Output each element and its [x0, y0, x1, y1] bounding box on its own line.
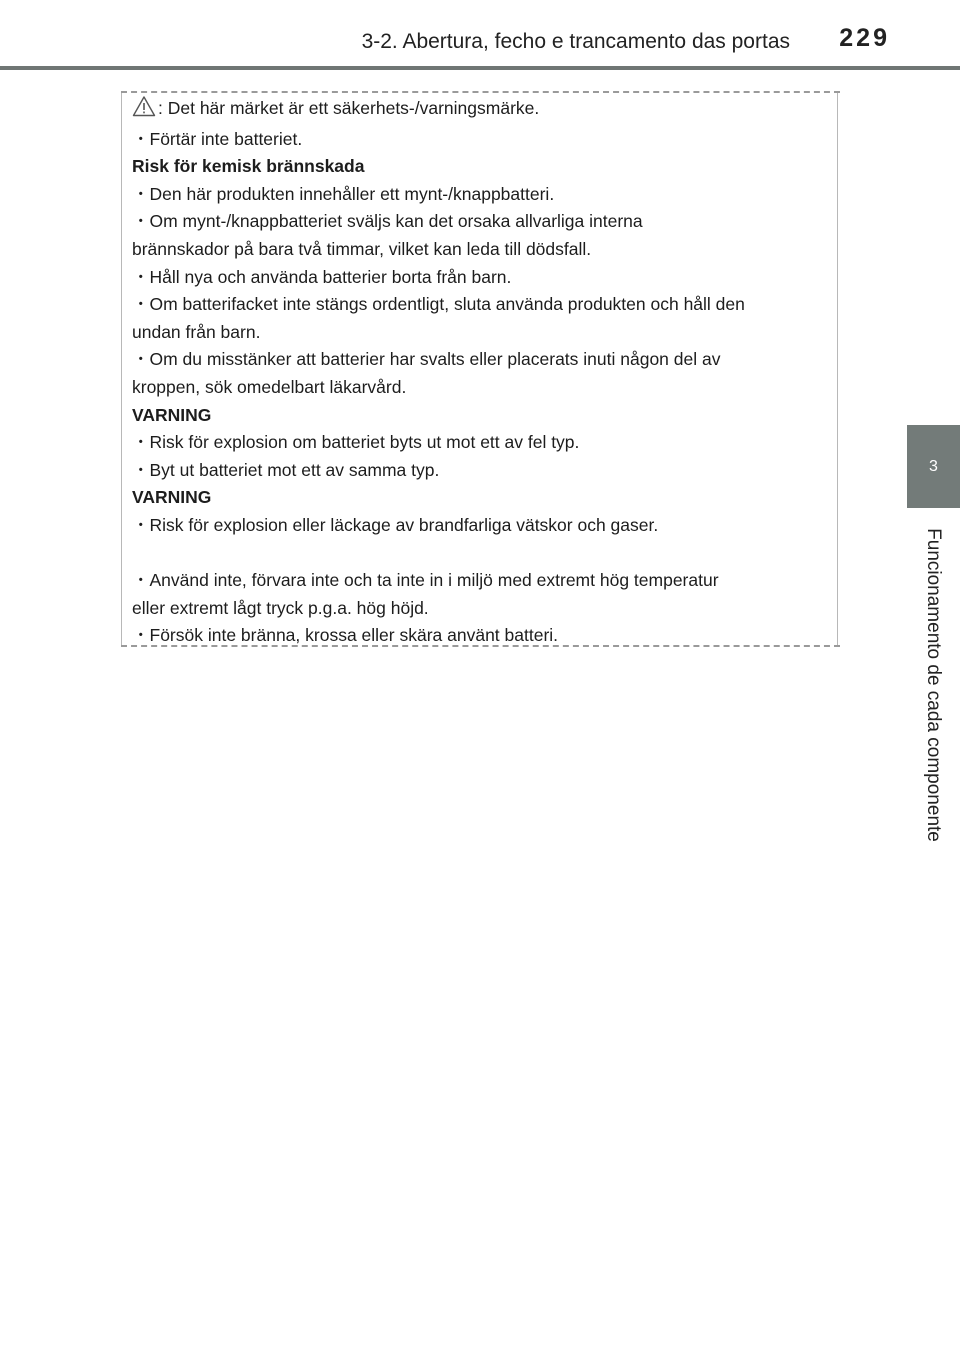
warning-line-4: ・Om mynt-/knappbatteriet sväljs kan det orsaka allvarliga interna	[132, 211, 643, 232]
warning-text	[132, 95, 822, 650]
warning-box	[121, 91, 838, 647]
warning-line-19: ・Försök inte bränna, krossa eller skära använt batteri.	[132, 625, 559, 646]
warning-line-8: undan från barn.	[132, 321, 261, 342]
warning-heading-varning-1: VARNING	[132, 404, 212, 425]
warning-blank-line	[132, 540, 822, 568]
warning-line-18: eller extremt lågt tryck p.g.a. hög höjd.	[132, 597, 429, 618]
header-divider	[0, 66, 960, 70]
warning-line-text: : Det här märket är ett säkerhets-/varningsmärke.	[158, 98, 540, 118]
box-bottom-border	[121, 645, 840, 647]
warning-line-10: kroppen, sök omedelbart läkarvård.	[132, 376, 407, 397]
warning-line-3: ・Den här produkten innehåller ett mynt-/knappbatteri.	[132, 183, 555, 204]
warning-line-7: ・Om batterifacket inte stängs ordentligt, sluta använda produkten och håll den	[132, 294, 745, 315]
warning-line-9: ・Om du misstänker att batterier har svalts eller placerats inuti någon del av	[132, 349, 721, 370]
chapter-title: Funcionamento de cada componente	[923, 528, 944, 842]
warning-line-12: ・Risk för explosion om batteriet byts ut mot ett av fel typ.	[132, 432, 580, 453]
chapter-number: 3	[929, 457, 938, 475]
box-top-border	[121, 91, 840, 93]
page-header	[0, 0, 960, 70]
section-title: 3-2. Abertura, fecho e trancamento das portas	[361, 30, 790, 53]
warning-line-5: brännskador på bara två timmar, vilket kan leda till dödsfall.	[132, 238, 592, 259]
warning-line-15: ・Risk för explosion eller läckage av brandfarliga vätskor och gaser.	[132, 514, 659, 535]
warning-line-0	[132, 95, 822, 126]
warning-triangle-icon	[132, 95, 156, 126]
warning-heading-varning-2: VARNING	[132, 487, 212, 508]
warning-line-17: ・Använd inte, förvara inte och ta inte in i miljö med extremt hög temperatur	[132, 570, 719, 591]
warning-line-6: ・Håll nya och använda batterier borta från barn.	[132, 266, 512, 287]
warning-heading-chemical-burn: Risk för kemisk brännskada	[132, 156, 365, 177]
warning-line-1: ・Förtär inte batteriet.	[132, 128, 303, 149]
chapter-tab	[907, 425, 960, 508]
warning-line-13: ・Byt ut batteriet mot ett av samma typ.	[132, 459, 440, 480]
page-number: 229	[839, 24, 890, 52]
